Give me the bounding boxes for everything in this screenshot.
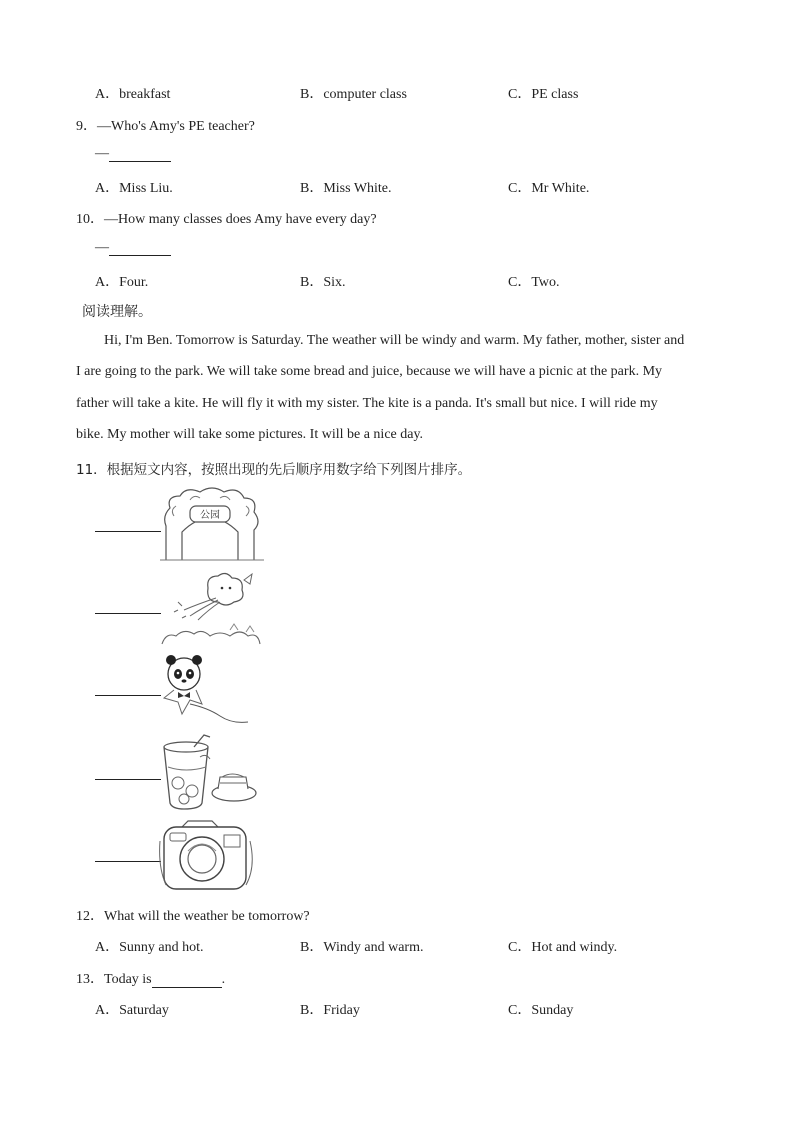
camera-icon <box>160 817 256 895</box>
reading-heading: 阅读理解。 <box>82 304 152 320</box>
q8-option-c[interactable]: C．PE class <box>508 87 579 102</box>
q9-question: 9．—Who's Amy's PE teacher? <box>76 119 255 134</box>
panda-kite-icon <box>160 648 252 726</box>
q13-question <box>76 968 225 988</box>
q9-answer-line[interactable] <box>95 146 171 162</box>
q12-option-b[interactable]: B．Windy and warm. <box>300 940 424 955</box>
q13-option-c[interactable]: C．Sunday <box>508 1003 574 1018</box>
passage-line-3: father will take a kite. He will fly it with my sister. The kite is a panda. It's small but nice. I will ride my <box>76 396 658 411</box>
q10-answer-line[interactable] <box>95 240 171 256</box>
q11-answer-blank-4[interactable] <box>95 778 161 780</box>
q9-option-a[interactable]: A．Miss Liu. <box>95 181 173 196</box>
park-gate-icon <box>160 486 264 562</box>
q9-option-b[interactable]: B．Miss White. <box>300 181 392 196</box>
q10-option-c[interactable]: C．Two. <box>508 275 560 290</box>
juice-bread-icon <box>160 733 258 811</box>
wind-picture <box>160 568 264 653</box>
passage-line-1: Hi, I'm Ben. Tomorrow is Saturday. The weather will be windy and warm. My father, mother, sister and <box>104 333 685 348</box>
q10-option-a[interactable]: A．Four. <box>95 275 149 290</box>
q9-dash: — <box>95 146 109 161</box>
q13-question-suffix: . <box>221 972 226 987</box>
q9-blank[interactable] <box>109 147 171 162</box>
q10-blank[interactable] <box>109 241 171 256</box>
q12-question: 12．What will the weather be tomorrow? <box>76 909 310 924</box>
q11-answer-blank-2[interactable] <box>95 612 161 614</box>
park-gate-picture <box>160 486 264 567</box>
q11-answer-blank-5[interactable] <box>95 860 161 862</box>
q13-option-a[interactable]: A．Saturday <box>95 1003 169 1018</box>
q10-question: 10．—How many classes does Amy have every day? <box>76 212 377 227</box>
q13-blank[interactable] <box>152 973 222 988</box>
q11-question: 11．根据短文内容，按照出现的先后顺序用数字给下列图片排序。 <box>76 462 472 478</box>
q11-answer-blank-3[interactable] <box>95 694 161 696</box>
q8-option-b[interactable]: B．computer class <box>300 87 407 102</box>
q12-option-a[interactable]: A．Sunny and hot. <box>95 940 204 955</box>
q10-dash: — <box>95 240 109 255</box>
q12-option-c[interactable]: C．Hot and windy. <box>508 940 618 955</box>
juice-bread-picture <box>160 733 258 816</box>
park-sign-text: 公园 <box>200 510 220 521</box>
q10-option-b[interactable]: B．Six. <box>300 275 346 290</box>
q11-answer-blank-1[interactable] <box>95 530 161 532</box>
q13-question-prefix: 13．Today is <box>76 972 152 987</box>
panda-kite-picture <box>160 648 252 731</box>
camera-picture <box>160 817 256 900</box>
q8-option-a[interactable]: A．breakfast <box>95 87 171 102</box>
q9-option-c[interactable]: C．Mr White. <box>508 181 590 196</box>
passage-line-4: bike. My mother will take some pictures. It will be a nice day. <box>76 427 424 442</box>
wind-icon <box>160 568 264 648</box>
passage-line-2: I are going to the park. We will take some bread and juice, because we will have a picnic at the park. My <box>76 364 663 379</box>
q13-option-b[interactable]: B．Friday <box>300 1003 360 1018</box>
